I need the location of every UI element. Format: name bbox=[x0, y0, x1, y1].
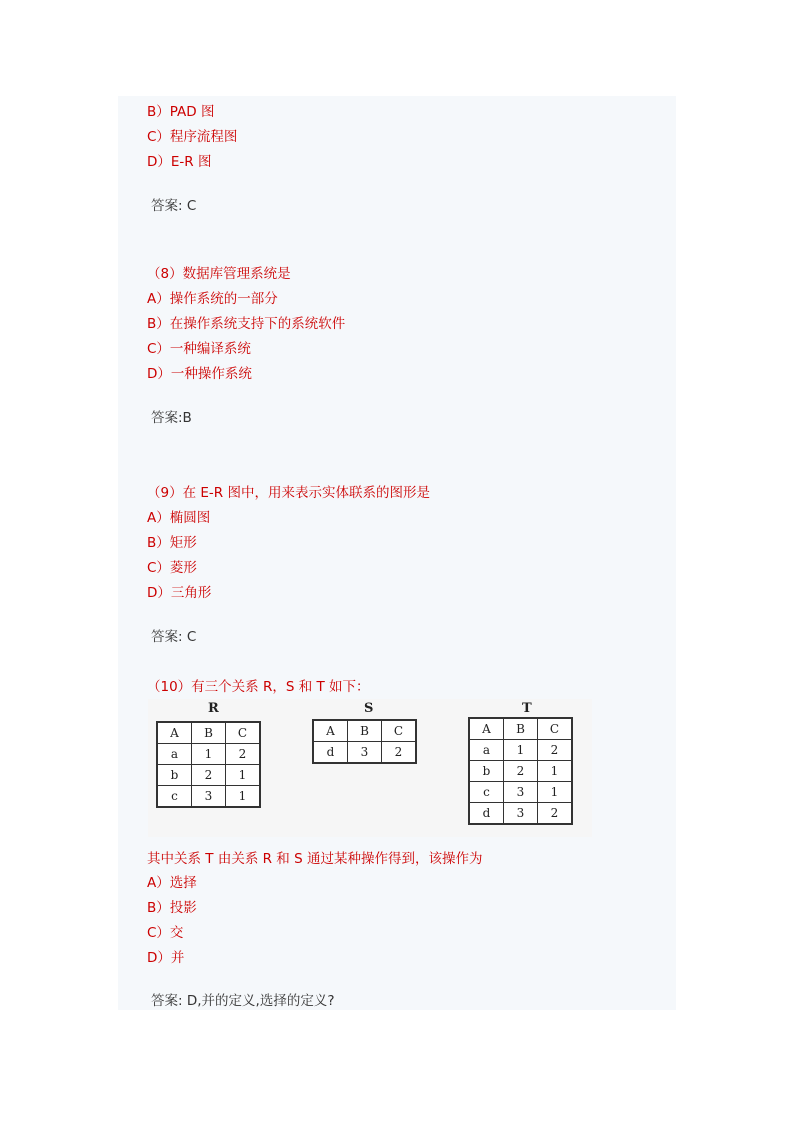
relation-header-cell: A bbox=[469, 718, 504, 740]
relation-cell: a bbox=[469, 740, 504, 761]
relation-header-cell: A bbox=[313, 720, 348, 742]
q10-option-c: C）交 bbox=[147, 925, 184, 941]
relation-row bbox=[469, 782, 572, 803]
relation-cell: 2 bbox=[538, 740, 573, 761]
q9-option-c: C）菱形 bbox=[147, 560, 197, 576]
relation-s-table bbox=[312, 719, 417, 764]
relation-cell: b bbox=[469, 761, 504, 782]
relation-cell: 1 bbox=[226, 765, 261, 786]
relation-cell: 1 bbox=[226, 786, 261, 808]
relation-header-cell: B bbox=[192, 722, 226, 744]
q7-option-c: C）程序流程图 bbox=[147, 129, 238, 145]
relation-cell: 2 bbox=[538, 803, 573, 825]
relation-cell: d bbox=[469, 803, 504, 825]
relation-row bbox=[313, 742, 416, 764]
relation-row bbox=[469, 761, 572, 782]
q7-option-d: D）E-R 图 bbox=[147, 154, 212, 170]
relation-header-cell: C bbox=[382, 720, 417, 742]
q9-question: （9）在 E-R 图中，用来表示实体联系的图形是 bbox=[147, 485, 430, 501]
relation-r-table bbox=[156, 721, 261, 808]
relation-r-caption: R bbox=[208, 701, 219, 716]
relation-cell: 1 bbox=[192, 744, 226, 765]
content-panel bbox=[118, 96, 676, 1010]
relation-cell: 2 bbox=[382, 742, 417, 764]
relation-t-caption: T bbox=[522, 701, 532, 716]
relation-cell: 3 bbox=[504, 782, 538, 803]
q8-option-c: C）一种编译系统 bbox=[147, 341, 251, 357]
q10-option-d: D）并 bbox=[147, 950, 185, 966]
q8-option-a: A）操作系统的一部分 bbox=[147, 291, 278, 307]
relation-header-cell: B bbox=[348, 720, 382, 742]
relation-cell: 2 bbox=[192, 765, 226, 786]
q10-followup: 其中关系 T 由关系 R 和 S 通过某种操作得到，该操作为 bbox=[147, 851, 483, 867]
q10-option-b: B）投影 bbox=[147, 900, 197, 916]
relation-cell: 1 bbox=[538, 782, 573, 803]
relation-header-cell: B bbox=[504, 718, 538, 740]
q8-question: （8）数据库管理系统是 bbox=[147, 266, 291, 282]
q8-answer: 答案:B bbox=[151, 410, 192, 426]
q10-answer: 答案: D,并的定义,选择的定义? bbox=[151, 993, 335, 1009]
relation-cell: 1 bbox=[504, 740, 538, 761]
relation-cell: c bbox=[469, 782, 504, 803]
relation-header-cell: C bbox=[538, 718, 573, 740]
relation-header-row bbox=[469, 718, 572, 740]
relation-header-cell: A bbox=[157, 722, 192, 744]
relation-row bbox=[469, 803, 572, 825]
relation-cell: 2 bbox=[226, 744, 261, 765]
q9-option-d: D）三角形 bbox=[147, 585, 212, 601]
q8-option-d: D）一种操作系统 bbox=[147, 366, 252, 382]
q9-answer: 答案: C bbox=[151, 629, 197, 645]
q10-option-a: A）选择 bbox=[147, 875, 197, 891]
relation-row bbox=[469, 740, 572, 761]
q7-option-b: B）PAD 图 bbox=[147, 104, 215, 120]
q7-answer: 答案: C bbox=[151, 198, 197, 214]
relation-row bbox=[157, 786, 260, 808]
q9-option-a: A）椭圆图 bbox=[147, 510, 211, 526]
relation-cell: 3 bbox=[504, 803, 538, 825]
relation-row bbox=[157, 744, 260, 765]
relation-cell: b bbox=[157, 765, 192, 786]
relation-cell: 3 bbox=[348, 742, 382, 764]
q9-option-b: B）矩形 bbox=[147, 535, 197, 551]
relation-header-cell: C bbox=[226, 722, 261, 744]
relation-s-caption: S bbox=[364, 701, 374, 716]
relation-cell: 1 bbox=[538, 761, 573, 782]
relation-header-row bbox=[313, 720, 416, 742]
relations-figure bbox=[148, 699, 592, 837]
q10-question: （10）有三个关系 R，S 和 T 如下： bbox=[147, 679, 370, 695]
relation-row bbox=[157, 765, 260, 786]
relation-cell: d bbox=[313, 742, 348, 764]
relation-cell: 2 bbox=[504, 761, 538, 782]
relation-t-table bbox=[468, 717, 573, 825]
q8-option-b: B）在操作系统支持下的系统软件 bbox=[147, 316, 346, 332]
relation-cell: c bbox=[157, 786, 192, 808]
relation-cell: 3 bbox=[192, 786, 226, 808]
relation-cell: a bbox=[157, 744, 192, 765]
relation-header-row bbox=[157, 722, 260, 744]
